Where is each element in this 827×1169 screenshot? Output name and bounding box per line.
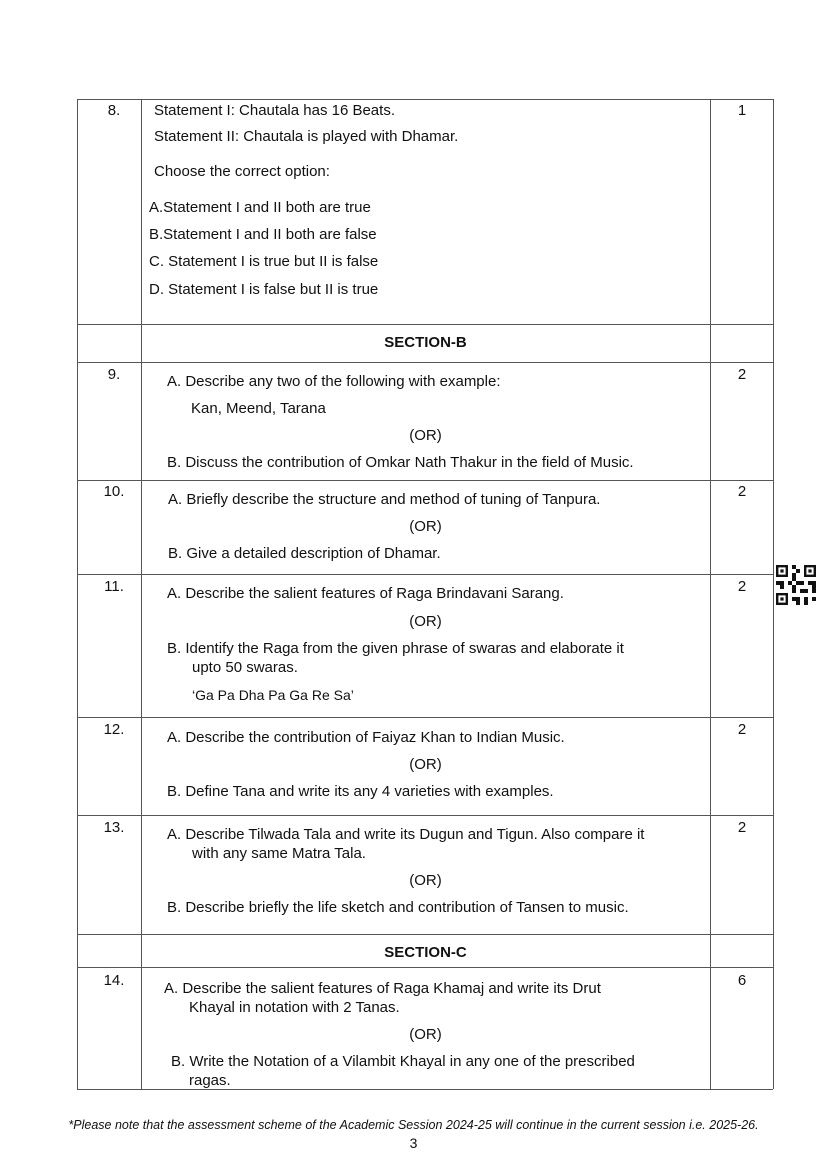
- option-c: C. Statement I is true but II is false: [149, 253, 379, 270]
- question-marks: 2: [737, 366, 747, 383]
- option-b: B.Statement I and II both are false: [149, 226, 377, 243]
- option-b-text-cont: upto 50 swaras.: [192, 659, 298, 676]
- question-number: 11.: [104, 578, 124, 595]
- row-border: [77, 480, 773, 481]
- footer-note: *Please note that the assessment scheme of the Academic Session 2024-25 will continue in the current session i.e. 2025-26.: [68, 1118, 759, 1132]
- or-separator: (OR): [409, 1026, 442, 1043]
- question-prompt: Choose the correct option:: [154, 163, 330, 180]
- column-border: [77, 99, 78, 1089]
- swara-phrase: ‘Ga Pa Dha Pa Ga Re Sa’: [192, 687, 354, 703]
- question-number: 12.: [103, 721, 125, 738]
- option-a-text: A. Describe Tilwada Tala and write its Dugun and Tigun. Also compare it: [167, 826, 645, 843]
- column-border: [141, 99, 142, 1089]
- question-marks: 2: [737, 578, 747, 595]
- option-b-text-cont: ragas.: [189, 1072, 231, 1089]
- section-c-heading: SECTION-C: [384, 944, 467, 961]
- question-number: 10.: [103, 483, 125, 500]
- qr-code-icon: [776, 565, 816, 605]
- or-separator: (OR): [409, 756, 442, 773]
- option-a-text: A. Describe the salient features of Raga Brindavani Sarang.: [167, 585, 564, 602]
- or-separator: (OR): [409, 872, 442, 889]
- or-separator: (OR): [409, 613, 442, 630]
- option-b-text: B. Define Tana and write its any 4 varieties with examples.: [167, 783, 554, 800]
- row-border: [77, 324, 773, 325]
- row-border: [77, 934, 773, 935]
- question-number: 8.: [107, 102, 121, 119]
- page-number: 3: [409, 1135, 418, 1151]
- option-a-text: A. Describe any two of the following with example:: [167, 373, 501, 390]
- question-number: 13.: [103, 819, 125, 836]
- option-a-text: A. Describe the salient features of Raga Khamaj and write its Drut: [164, 980, 601, 997]
- option-b-text: B. Describe briefly the life sketch and contribution of Tansen to music.: [167, 899, 629, 916]
- option-a-text: A. Describe the contribution of Faiyaz Khan to Indian Music.: [167, 729, 565, 746]
- option-a-text-cont: Khayal in notation with 2 Tanas.: [189, 999, 400, 1016]
- row-border: [77, 574, 773, 575]
- row-border: [77, 99, 773, 100]
- option-a: A.Statement I and II both are true: [149, 199, 371, 216]
- option-a-text-cont: with any same Matra Tala.: [192, 845, 366, 862]
- statement-1: Statement I: Chautala has 16 Beats.: [154, 102, 395, 119]
- or-separator: (OR): [409, 518, 442, 535]
- option-a-text: A. Briefly describe the structure and method of tuning of Tanpura.: [168, 491, 601, 508]
- row-border: [77, 717, 773, 718]
- question-marks: 2: [737, 721, 747, 738]
- option-b-text: B. Write the Notation of a Vilambit Khayal in any one of the prescribed: [171, 1053, 635, 1070]
- question-number: 14.: [103, 972, 125, 989]
- row-border: [77, 1089, 773, 1090]
- question-marks: 2: [737, 819, 747, 836]
- option-d: D. Statement I is false but II is true: [149, 281, 379, 298]
- or-separator: (OR): [409, 427, 442, 444]
- row-border: [77, 362, 773, 363]
- question-marks: 6: [737, 972, 747, 989]
- option-b-text: B. Give a detailed description of Dhamar.: [168, 545, 441, 562]
- question-marks: 2: [737, 483, 747, 500]
- option-b-text: B. Identify the Raga from the given phrase of swaras and elaborate it: [167, 640, 624, 657]
- option-a-subtext: Kan, Meend, Tarana: [191, 400, 326, 417]
- row-border: [77, 815, 773, 816]
- section-b-heading: SECTION-B: [384, 334, 467, 351]
- option-b-text: B. Discuss the contribution of Omkar Nath Thakur in the field of Music.: [167, 454, 634, 471]
- question-number: 9.: [107, 366, 121, 383]
- row-border: [77, 967, 773, 968]
- statement-2: Statement II: Chautala is played with Dhamar.: [154, 128, 459, 145]
- question-marks: 1: [737, 102, 747, 119]
